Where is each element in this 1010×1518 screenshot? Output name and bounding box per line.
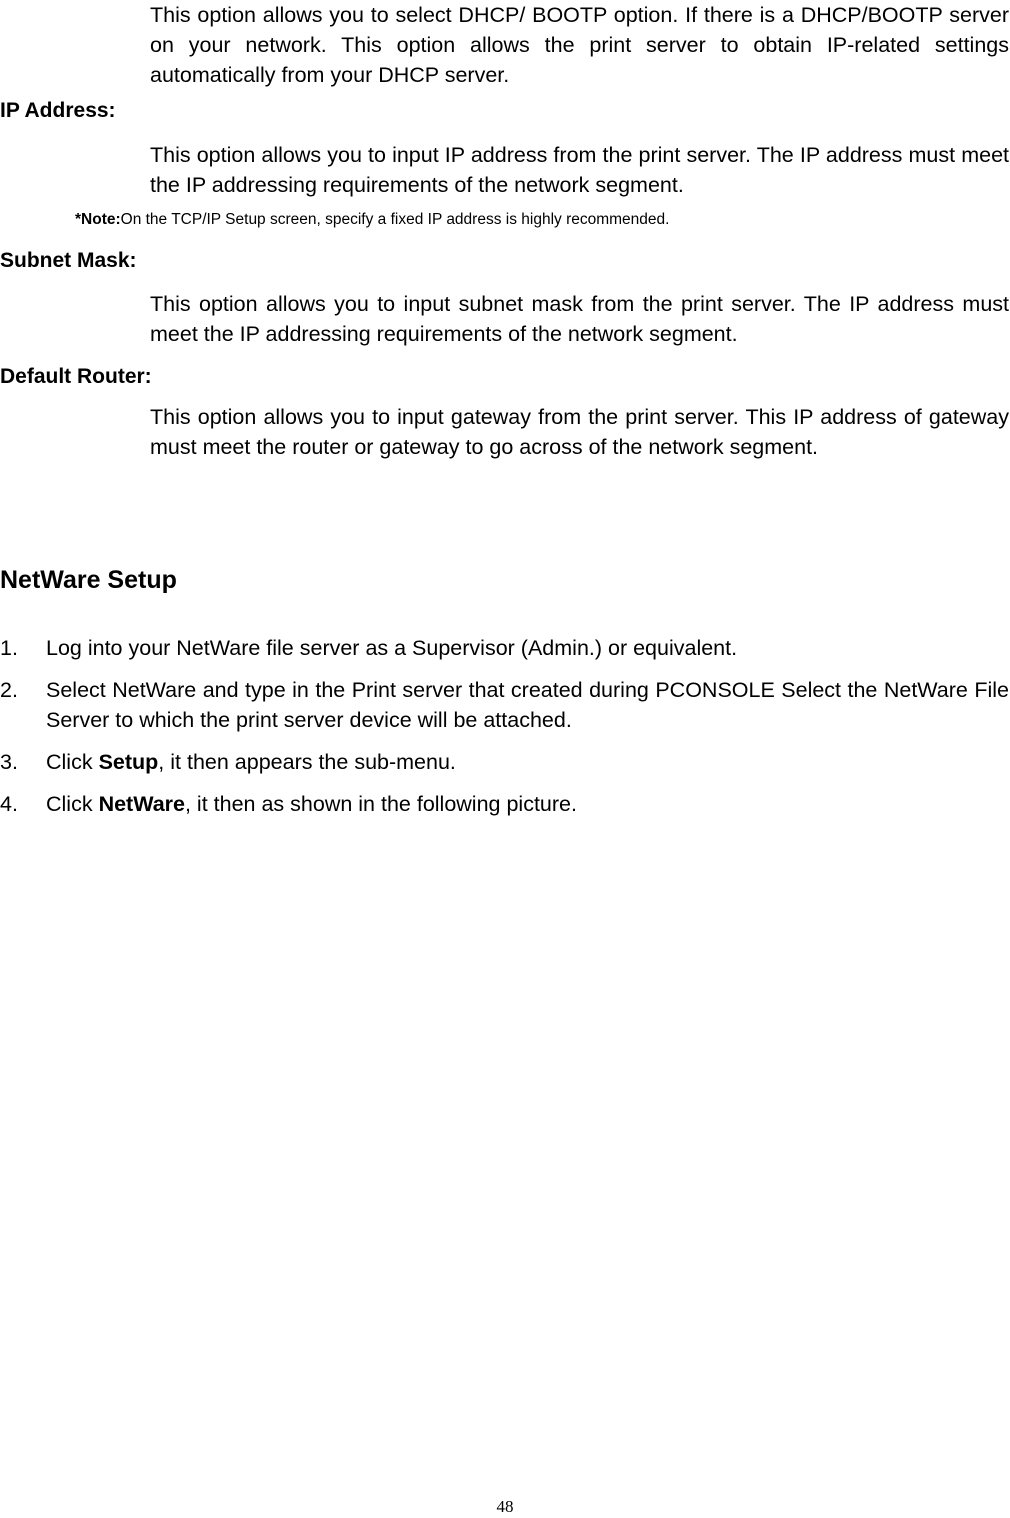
- step-text: Select NetWare and type in the Print server that created during PCONSOLE Select the NetWare File Server to which the print server device will be attached.: [46, 678, 1009, 732]
- step-number: 3.: [0, 750, 18, 774]
- step-number: 4.: [0, 792, 18, 816]
- step-item: [0, 789, 1010, 819]
- note: [75, 208, 669, 232]
- step-item: [0, 747, 1010, 777]
- subnet-mask-description: This option allows you to input subnet mask from the print server. The IP address must meet the IP addressing requirements of the network segment.: [150, 292, 1009, 346]
- step-text: Log into your NetWare file server as a Supervisor (Admin.) or equivalent.: [46, 636, 738, 660]
- default-router-description: This option allows you to input gateway from the print server. This IP address of gateway must meet the router or gateway to go across of the network segment.: [150, 405, 1009, 459]
- subnet-mask-heading: Subnet Mask:: [0, 249, 137, 272]
- netware-steps-list: [0, 633, 1010, 819]
- step-bold-setup: Setup: [98, 750, 159, 774]
- step-text-pre: Click: [46, 750, 99, 774]
- step-text-post: , it then appears the sub-menu.: [158, 750, 456, 774]
- dhcp-description: This option allows you to select DHCP/ BOOTP option. If there is a DHCP/BOOTP server on your network. This option allows the print server to obtain IP-related settings automatically from your DHCP server.: [150, 3, 1009, 87]
- ip-address-heading: IP Address:: [0, 99, 116, 122]
- step-item: [0, 633, 1010, 663]
- ip-address-description: This option allows you to input IP address from the print server. The IP address must meet the IP addressing requirements of the network segment.: [150, 143, 1009, 197]
- page-number: 48: [496, 1497, 514, 1516]
- step-number: 2.: [0, 678, 18, 702]
- note-label: *Note:: [75, 211, 121, 228]
- step-number: 1.: [0, 636, 18, 660]
- step-text-post: , it then as shown in the following picture.: [184, 792, 577, 816]
- step-text: [46, 747, 1009, 777]
- step-bold-netware: NetWare: [98, 792, 185, 816]
- netware-setup-title: NetWare Setup: [0, 566, 177, 594]
- default-router-heading: Default Router:: [0, 365, 152, 388]
- step-text-pre: Click: [46, 792, 99, 816]
- step-item: [0, 675, 1010, 735]
- note-text: On the TCP/IP Setup screen, specify a fixed IP address is highly recommended.: [120, 211, 670, 228]
- step-text: [46, 789, 1009, 819]
